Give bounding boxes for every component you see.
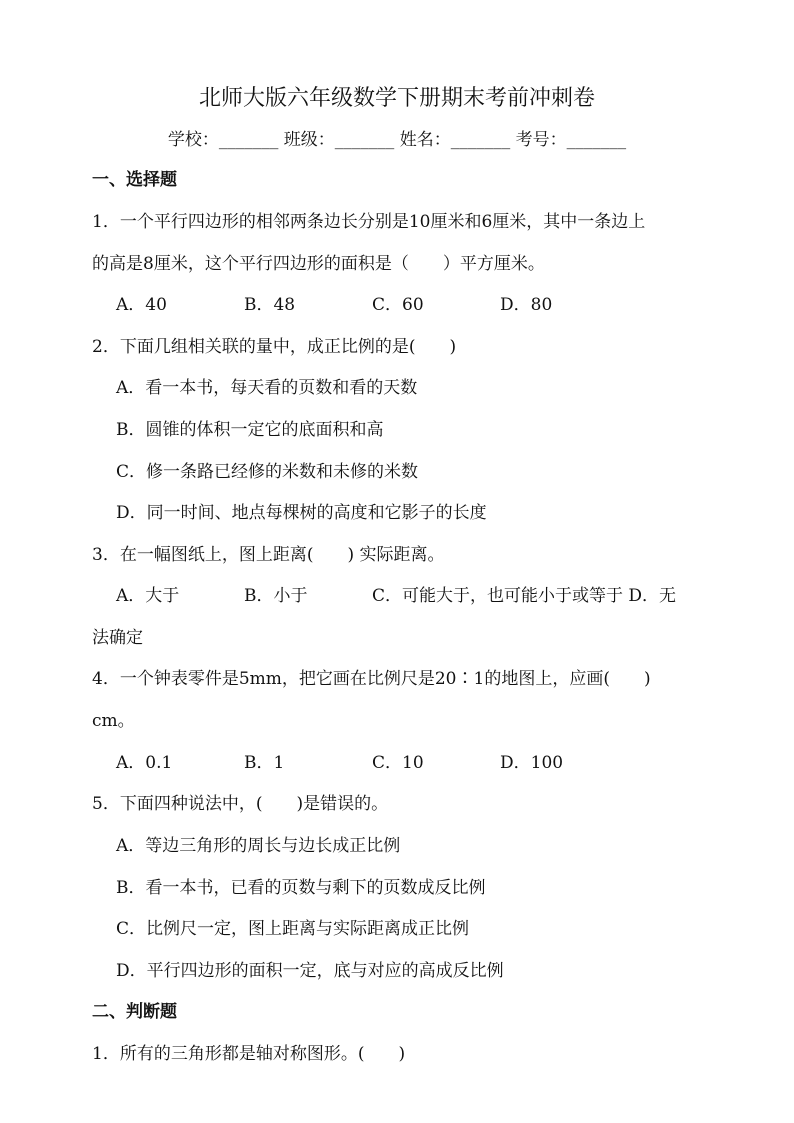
section-heading-judgment: 二、判断题 bbox=[92, 1002, 177, 1022]
question-5-line-1: 5．下面四种说法中，( )是错误的。 bbox=[92, 794, 389, 814]
question-4-option-b: B．1 bbox=[244, 753, 285, 773]
question-5-option-c: C．比例尺一定，图上距离与实际距离成正比例 bbox=[116, 919, 470, 939]
question-1-option-b: B．48 bbox=[244, 295, 296, 315]
question-5-option-d: D．平行四边形的面积一定，底与对应的高成反比例 bbox=[116, 961, 504, 981]
question-3-option-b: B．小于 bbox=[244, 586, 308, 606]
question-5-option-b: B．看一本书，已看的页数与剩下的页数成反比例 bbox=[116, 878, 486, 898]
question-3-option-d-cont: 法确定 bbox=[92, 628, 143, 648]
question-4-option-a: A．0.1 bbox=[116, 753, 173, 773]
judgment-question-1: 1．所有的三角形都是轴对称图形。( ) bbox=[92, 1044, 406, 1064]
section-heading-choice: 一、选择题 bbox=[92, 170, 177, 190]
question-5-option-a: A．等边三角形的周长与边长成正比例 bbox=[116, 836, 401, 856]
question-2-option-a: A．看一本书，每天看的页数和看的天数 bbox=[116, 378, 418, 398]
question-1-line-1: 1．一个平行四边形的相邻两条边长分别是10厘米和6厘米，其中一条边上 bbox=[92, 212, 646, 232]
page-title: 北师大版六年级数学下册期末考前冲刺卷 bbox=[198, 86, 595, 111]
question-1-option-d: D．80 bbox=[500, 295, 553, 315]
question-4-option-d: D．100 bbox=[500, 753, 564, 773]
question-1-option-a: A．40 bbox=[116, 295, 167, 315]
question-2-option-b: B．圆锥的体积一定它的底面积和高 bbox=[116, 420, 384, 440]
question-2-option-d: D．同一时间、地点每棵树的高度和它影子的长度 bbox=[116, 503, 487, 523]
question-1-option-c: C．60 bbox=[372, 295, 424, 315]
question-2-option-c: C．修一条路已经修的米数和未修的米数 bbox=[116, 462, 419, 482]
student-info-line: 学校：_______ 班级：_______ 姓名：_______ 考号：_______ bbox=[167, 130, 627, 150]
question-4-option-c: C．10 bbox=[372, 753, 424, 773]
question-4-line-2: cm。 bbox=[92, 711, 135, 731]
question-3-option-a: A．大于 bbox=[116, 586, 180, 606]
question-2-line-1: 2．下面几组相关联的量中，成正比例的是( ) bbox=[92, 337, 457, 357]
question-3-line-1: 3．在一幅图纸上，图上距离( ) 实际距离。 bbox=[92, 545, 445, 565]
question-3-option-c-d: C．可能大于，也可能小于或等于 D．无 bbox=[372, 586, 677, 606]
question-4-line-1: 4．一个钟表零件是5mm，把它画在比例尺是20∶1的地图上，应画( ) bbox=[92, 669, 651, 689]
question-1-line-2: 的高是8厘米，这个平行四边形的面积是（ ）平方厘米。 bbox=[92, 254, 545, 274]
